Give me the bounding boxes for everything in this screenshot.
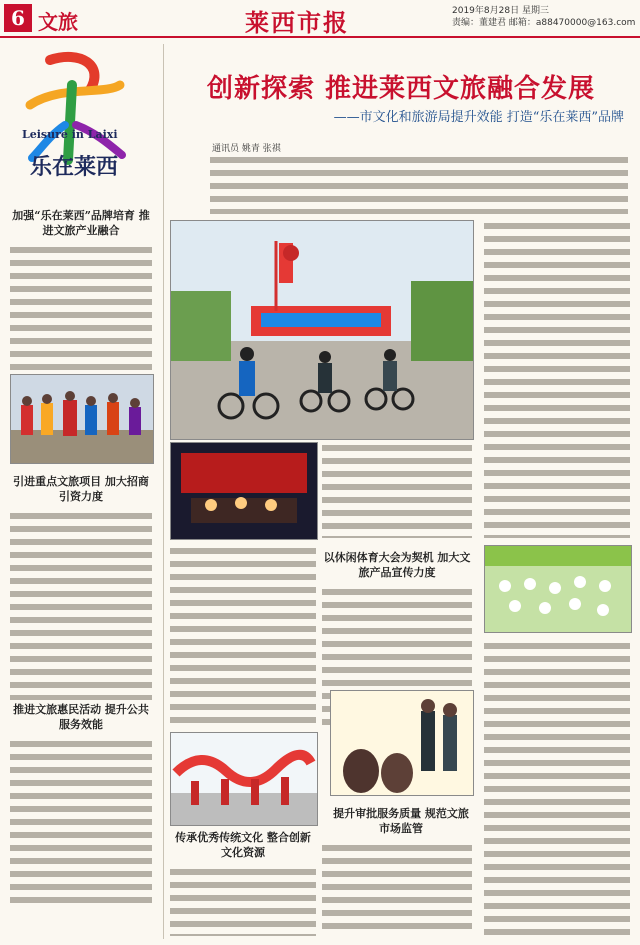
section-title: 文旅	[38, 10, 78, 34]
lead-paragraph	[210, 154, 628, 214]
photo-stage-performance	[170, 442, 318, 540]
brand-english: Leisure in Laixi	[22, 128, 118, 141]
body-text-block	[170, 545, 316, 725]
editor-text: 责编：董建君 邮箱：a88470000@163.com	[452, 18, 636, 28]
date-text: 2019年8月28日 星期三	[452, 6, 549, 16]
photo-cycling-event	[170, 220, 474, 440]
subhead-market: 提升审批服务质量 规范文旅市场监管	[333, 807, 469, 835]
byline: 通讯员 姚青 张祺	[212, 144, 281, 154]
photo-dragon-dance	[170, 732, 318, 826]
body-text-block	[170, 866, 316, 936]
body-text-block	[10, 738, 152, 908]
dateline	[452, 5, 635, 29]
subhead-heritage: 传承优秀传统文化 整合创新文化资源	[175, 831, 311, 859]
photo-performance	[10, 374, 154, 464]
subhead-media: 以休闲体育大会为契机 加大文旅产品宣传力度	[323, 551, 471, 579]
body-text-block	[322, 842, 472, 936]
photo-wine-exhibit	[330, 690, 474, 796]
body-text-block	[10, 244, 152, 374]
page-number: 6	[4, 4, 32, 32]
subhead-brand-building: 加强“乐在莱西”品牌培育 推进文旅产业融合	[12, 209, 150, 237]
subhead-investment: 引进重点文旅项目 加大招商引资力度	[13, 475, 149, 503]
newspaper-name: 莱西市报	[245, 8, 349, 37]
body-text-block	[10, 510, 152, 700]
brand-chinese: 乐在莱西	[30, 154, 119, 180]
body-text-block	[484, 640, 630, 935]
body-text-block	[484, 220, 630, 538]
column-divider	[163, 44, 164, 939]
photo-outdoor-gathering	[484, 545, 632, 633]
subhead-services: 推进文旅惠民活动 提升公共服务效能	[13, 703, 149, 731]
main-subtitle: ——市文化和旅游局提升效能 打造“乐在莱西”品牌	[333, 110, 624, 125]
body-text-block	[322, 442, 472, 538]
main-headline: 创新探索 推进莱西文旅融合发展	[206, 74, 596, 104]
